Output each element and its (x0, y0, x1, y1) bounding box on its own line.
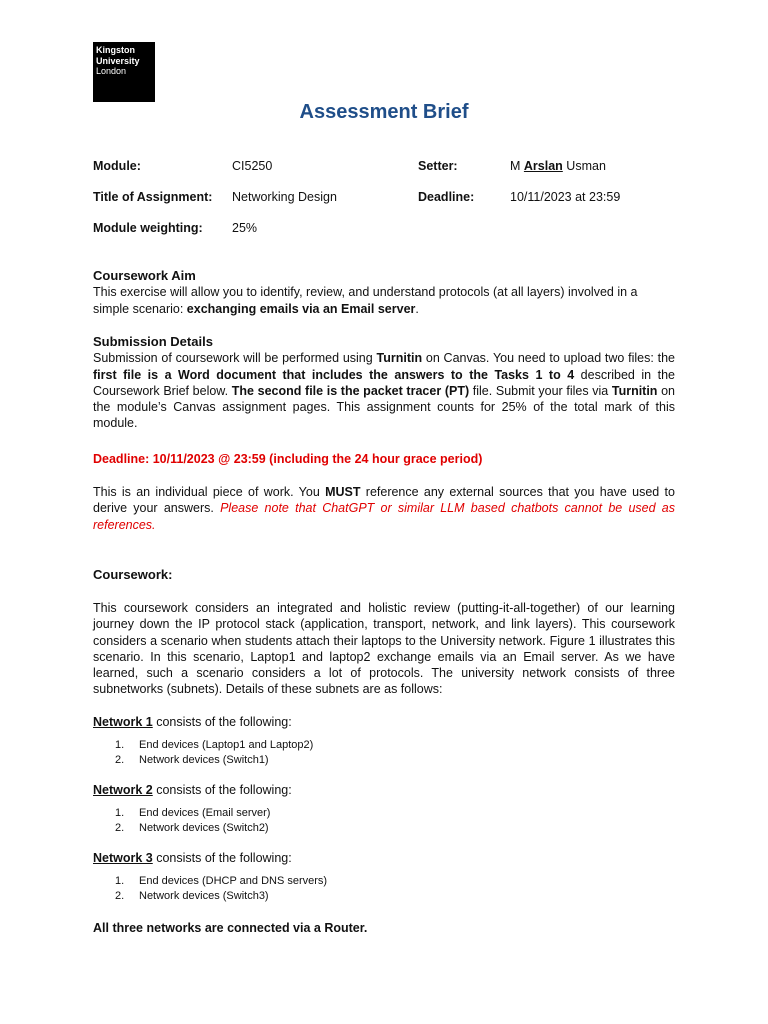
list-item: 2. Network devices (Switch3) (115, 890, 269, 902)
deadline-notice: Deadline: 10/11/2023 @ 23:59 (including the 24 hour grace period) (93, 452, 483, 466)
network-2-label: Network 2 consists of the following: (93, 783, 292, 797)
network-3-list (113, 874, 327, 904)
assignment-title-label: Title of Assignment: (93, 190, 213, 204)
kingston-university-logo (93, 42, 155, 102)
assignment-title-value: Networking Design (232, 190, 337, 204)
setter-value: M Arslan Usman (510, 159, 606, 173)
list-item: 2. Network devices (Switch2) (115, 822, 269, 834)
aim-text: This exercise will allow you to identify, review, and understand protocols (at all layers) involved in a simple scenario: exchanging emails via an Email server. (93, 285, 638, 316)
setter-label: Setter: (418, 159, 458, 173)
submission-text: Submission of coursework will be performed using Turnitin on Canvas. You need to upload two files: the first file is a Word document that includes the answers to the Tasks 1 to 4 described in the Coursework Brief below. The second file is the packet tracer (PT) file. Submit your files via Turnitin on the module’s Canvas assignment pages. This assignment counts for 25% of the total mark of this module. (93, 351, 676, 431)
coursework-aim-section (93, 268, 675, 317)
network-3-label: Network 3 consists of the following: (93, 851, 292, 865)
coursework-paragraph: This coursework considers an integrated and holistic review (putting-it-all-together) of our learning journey down the IP protocol stack (application, transport, network, and link layers). This coursework considers a scenario when students attach their laptops to the University network. Figure 1 illustrates this scenario. In this scenario, Laptop1 and laptop2 exchange emails via an Email server. As we have learned, such a scenario considers a lot of protocols. The university network consists of three subnetworks (subnets). Details of these subnets are as follows: (93, 601, 675, 697)
page-title: Assessment Brief (299, 101, 469, 123)
meta-row-module (93, 159, 693, 175)
network-2-list (113, 806, 270, 836)
list-item: 1. End devices (Laptop1 and Laptop2) (115, 739, 314, 751)
aim-heading: Coursework Aim (93, 268, 196, 283)
network-1-label: Network 1 consists of the following: (93, 715, 292, 729)
logo-line-3: London (96, 66, 127, 76)
list-item: 1. End devices (DHCP and DNS servers) (115, 875, 328, 887)
network-1-list (113, 738, 313, 768)
module-label: Module: (93, 159, 141, 173)
closing-statement: All three networks are connected via a Router. (93, 921, 368, 935)
logo-line-1: Kingston (96, 45, 135, 55)
deadline-value: 10/11/2023 at 23:59 (510, 190, 621, 204)
meta-row-title (93, 190, 693, 206)
list-item: 2. Network devices (Switch1) (115, 754, 269, 766)
coursework-heading: Coursework: (93, 567, 173, 582)
module-value: CI5250 (232, 159, 273, 173)
individual-work-text: This is an individual piece of work. You MUST reference any external sources that you have used to derive your answers. Please note that ChatGPT or similar LLM based chatbots cannot be used as references. (93, 485, 675, 532)
logo-line-2: University (96, 55, 140, 66)
submission-heading: Submission Details (93, 334, 213, 349)
weighting-label: Module weighting: (93, 221, 203, 235)
weighting-value: 25% (232, 221, 258, 235)
submission-section (93, 334, 675, 432)
list-item: 1. End devices (Email server) (115, 807, 271, 819)
deadline-label: Deadline: (418, 190, 475, 204)
meta-row-weighting (93, 221, 693, 237)
